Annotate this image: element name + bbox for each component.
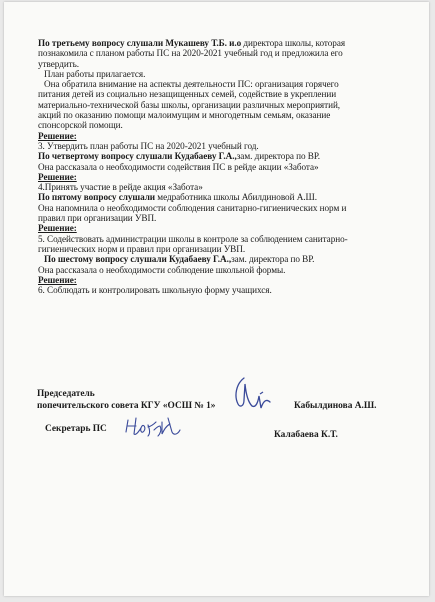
text-line: материально-технической базы школы, организации различных мероприятий,: [38, 99, 341, 110]
decision-heading: Решение:: [38, 130, 77, 141]
chair-title-line1: Председатель: [37, 389, 95, 399]
text-line: По пятому вопросу слушали медработника школы Абилдиновой А.Ш.: [38, 192, 317, 203]
secretary-name: Калабаева К.Т.: [274, 430, 338, 440]
text-line: познакомила с планом работы ПС на 2020-2021 учебный год и предложила его: [38, 48, 343, 59]
text-line: 5. Содействовать администрации школы в контроле за соблюдением санитарно-: [38, 233, 348, 244]
secretary-title: Секретарь ПС: [45, 424, 107, 434]
decision-heading: Решение:: [38, 171, 77, 182]
text-line: 6. Соблюдать и контролировать школьную форму учащихся.: [38, 285, 272, 296]
text-line: Она рассказала о необходимости соблюдение школьной формы.: [38, 264, 286, 275]
text-line: По третьему вопросу слушали Мукашеву Т.Б. и.о директора школы, которая: [38, 38, 346, 48]
text-line: гигиенических норм и правил при организации УВП.: [38, 243, 246, 254]
text-line: Она напомнила о необходимости соблюдения санитарно-гигиенических норм и: [38, 202, 347, 213]
secretary-signature: [122, 412, 184, 442]
text-line: утвердить.: [38, 58, 80, 69]
text-line: Она рассказала о необходимости содействия ПС в рейде акции «Забота»: [38, 161, 319, 172]
chair-signature: [230, 372, 278, 414]
text-line: План работы прилагается.: [44, 68, 146, 79]
chair-title-line2: попечительского совета КГУ «ОСШ № 1»: [37, 401, 216, 411]
text-line: правил при организации УВП.: [38, 213, 157, 224]
minutes-body: [38, 38, 398, 295]
text-line: питания детей из социально незащищенных семей, содействие в укреплении: [38, 89, 337, 100]
text-line: 4.Принять участие в рейде акция «Забота»: [38, 182, 203, 193]
text-line: По шестому вопросу слушали Кудабаеву Г.А.,зам. директора по ВР.: [44, 254, 315, 265]
chair-name: Кабылдинова А.Ш.: [294, 401, 377, 411]
text-line: спонсорской помощи.: [38, 120, 123, 131]
decision-heading: Решение:: [38, 274, 77, 285]
document-page: [4, 2, 429, 596]
decision-heading: Решение:: [38, 223, 77, 234]
text-line: 3. Утвердить план работы ПС на 2020-2021 учебный год.: [38, 140, 259, 151]
text-line: акций по оказанию помощи малоимущим и многодетным семьям, оказание: [38, 110, 331, 121]
text-line: По четвертому вопросу слушали Кудабаеву Г.А.,зам. директора по ВР.: [38, 151, 321, 162]
text-line: Она обратила внимание на аспекты деятельности ПС: организация горячего: [44, 79, 339, 90]
